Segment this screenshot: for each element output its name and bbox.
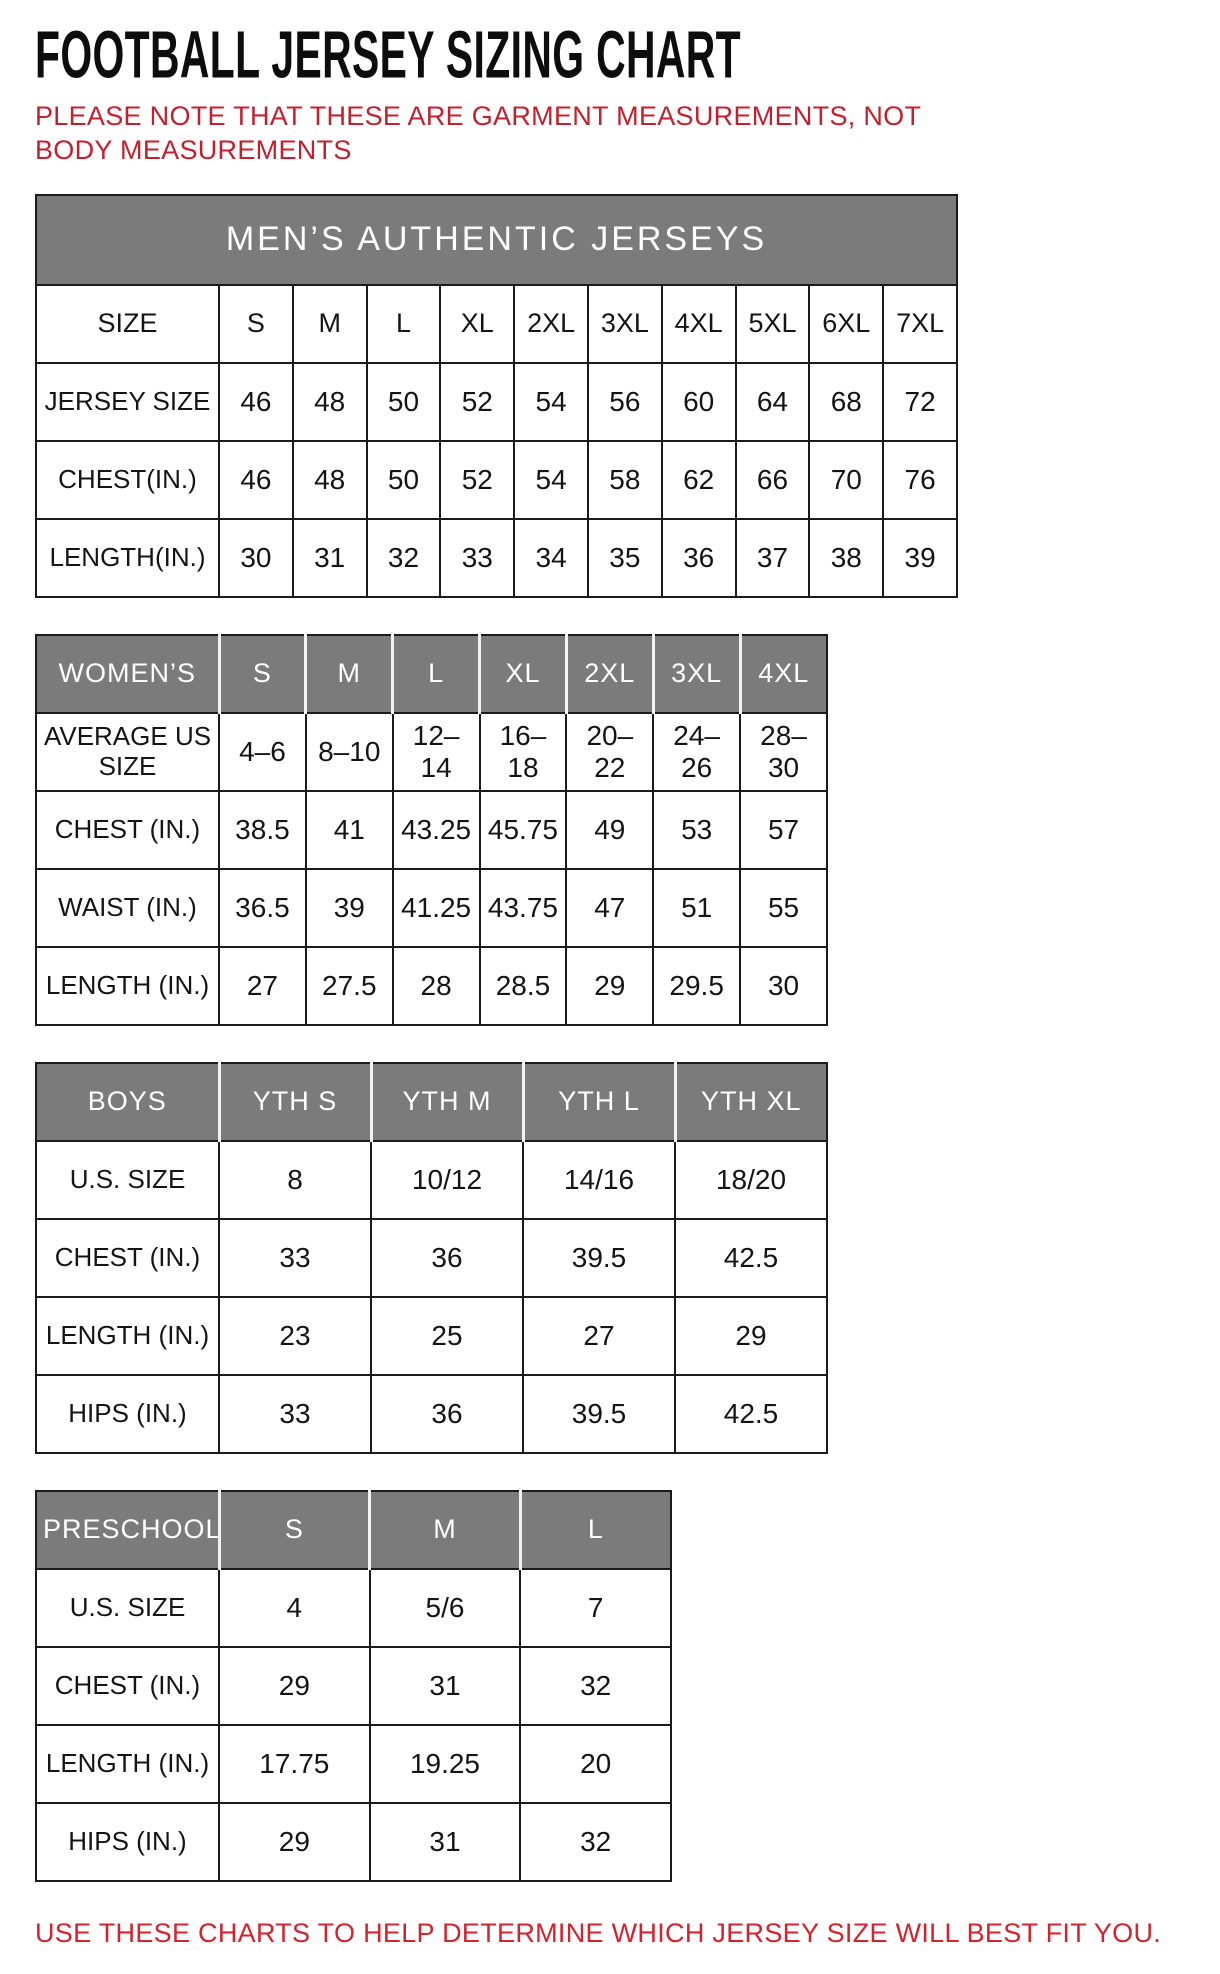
value-cell: 29: [219, 1647, 370, 1725]
value-cell: 76: [883, 441, 957, 519]
column-header: S: [219, 285, 293, 363]
row-label: CHEST(IN.): [36, 441, 219, 519]
row-label: HIPS (IN.): [36, 1803, 219, 1881]
column-header: YTH L: [523, 1063, 675, 1141]
column-header: 7XL: [883, 285, 957, 363]
value-cell: 8–10: [306, 713, 393, 791]
preschool-sizing-table: [35, 1490, 672, 1882]
value-cell: 33: [219, 1375, 371, 1453]
column-header: BOYS: [36, 1063, 219, 1141]
value-cell: 29.5: [653, 947, 740, 1025]
value-cell: 19.25: [370, 1725, 521, 1803]
column-header: 3XL: [653, 635, 740, 713]
column-header: 2XL: [514, 285, 588, 363]
column-header: YTH XL: [675, 1063, 827, 1141]
value-cell: 7: [520, 1569, 671, 1647]
column-header: YTH S: [219, 1063, 371, 1141]
value-cell: 52: [440, 363, 514, 441]
value-cell: 36: [371, 1219, 523, 1297]
value-cell: 29: [566, 947, 653, 1025]
row-label: AVERAGE US SIZE: [36, 713, 219, 791]
column-header: L: [393, 635, 480, 713]
column-header: M: [306, 635, 393, 713]
value-cell: 41.25: [393, 869, 480, 947]
column-header: SIZE: [36, 285, 219, 363]
row-label: LENGTH(IN.): [36, 519, 219, 597]
value-cell: 5/6: [370, 1569, 521, 1647]
value-cell: 32: [520, 1803, 671, 1881]
value-cell: 36: [662, 519, 736, 597]
row-label: LENGTH (IN.): [36, 1297, 219, 1375]
table-row: [36, 869, 827, 947]
footer-note: USE THESE CHARTS TO HELP DETERMINE WHICH JERSEY SIZE WILL BEST FIT YOU.: [35, 1917, 1162, 1948]
column-header: L: [520, 1491, 671, 1569]
value-cell: 31: [293, 519, 367, 597]
value-cell: 8: [219, 1141, 371, 1219]
value-cell: 27.5: [306, 947, 393, 1025]
value-cell: 4: [219, 1569, 370, 1647]
row-label: HIPS (IN.): [36, 1375, 219, 1453]
table-row: [36, 791, 827, 869]
value-cell: 62: [662, 441, 736, 519]
column-header: M: [370, 1491, 521, 1569]
value-cell: 55: [740, 869, 827, 947]
value-cell: 48: [293, 363, 367, 441]
value-cell: 39.5: [523, 1375, 675, 1453]
value-cell: 36.5: [219, 869, 306, 947]
row-label: LENGTH (IN.): [36, 947, 219, 1025]
value-cell: 10/12: [371, 1141, 523, 1219]
column-header: 4XL: [662, 285, 736, 363]
value-cell: 52: [440, 441, 514, 519]
value-cell: 50: [367, 363, 441, 441]
table-row: [36, 1725, 671, 1803]
page-title-text: FOOTBALL JERSEY SIZING CHART: [35, 16, 742, 92]
value-cell: 34: [514, 519, 588, 597]
column-header: YTH M: [371, 1063, 523, 1141]
value-cell: 64: [736, 363, 810, 441]
table-banner-row: [36, 195, 957, 285]
womens-sizing-table: [35, 634, 828, 1026]
table-header-row: [36, 285, 957, 363]
mens-authentic-jerseys-table: [35, 194, 958, 598]
value-cell: 30: [740, 947, 827, 1025]
value-cell: 27: [219, 947, 306, 1025]
column-header: 5XL: [736, 285, 810, 363]
value-cell: 27: [523, 1297, 675, 1375]
table-row: [36, 1647, 671, 1725]
table-row: [36, 947, 827, 1025]
value-cell: 17.75: [219, 1725, 370, 1803]
value-cell: 33: [440, 519, 514, 597]
value-cell: 28.5: [480, 947, 567, 1025]
value-cell: 20–22: [566, 713, 653, 791]
column-header: M: [293, 285, 367, 363]
value-cell: 16–18: [480, 713, 567, 791]
table-row: [36, 1569, 671, 1647]
table-row: [36, 713, 827, 791]
page-title: [35, 16, 1185, 90]
table-header-row: [36, 1491, 671, 1569]
column-header: S: [219, 1491, 370, 1569]
column-header: L: [367, 285, 441, 363]
table-row: [36, 1803, 671, 1881]
column-header: PRESCHOOL: [36, 1491, 219, 1569]
value-cell: 39.5: [523, 1219, 675, 1297]
column-header: XL: [480, 635, 567, 713]
value-cell: 29: [219, 1803, 370, 1881]
value-cell: 38.5: [219, 791, 306, 869]
row-label: WAIST (IN.): [36, 869, 219, 947]
table-header-row: [36, 1063, 827, 1141]
value-cell: 4–6: [219, 713, 306, 791]
value-cell: 37: [736, 519, 810, 597]
value-cell: 31: [370, 1803, 521, 1881]
value-cell: 57: [740, 791, 827, 869]
value-cell: 33: [219, 1219, 371, 1297]
value-cell: 39: [306, 869, 393, 947]
row-label: LENGTH (IN.): [36, 1725, 219, 1803]
value-cell: 53: [653, 791, 740, 869]
row-label: CHEST (IN.): [36, 1647, 219, 1725]
table-row: [36, 363, 957, 441]
value-cell: 18/20: [675, 1141, 827, 1219]
value-cell: 51: [653, 869, 740, 947]
garment-measurements-note: PLEASE NOTE THAT THESE ARE GARMENT MEASUREMENTS, NOT BODY MEASUREMENTS: [35, 101, 921, 165]
value-cell: 43.25: [393, 791, 480, 869]
value-cell: 25: [371, 1297, 523, 1375]
table-row: [36, 1375, 827, 1453]
value-cell: 60: [662, 363, 736, 441]
column-header: 4XL: [740, 635, 827, 713]
value-cell: 30: [219, 519, 293, 597]
value-cell: 46: [219, 441, 293, 519]
value-cell: 66: [736, 441, 810, 519]
boys-sizing-table: [35, 1062, 828, 1454]
row-label: U.S. SIZE: [36, 1141, 219, 1219]
value-cell: 29: [675, 1297, 827, 1375]
table-row: [36, 1297, 827, 1375]
row-label: CHEST (IN.): [36, 1219, 219, 1297]
table-banner: MEN’S AUTHENTIC JERSEYS: [36, 195, 957, 285]
value-cell: 72: [883, 363, 957, 441]
row-label: U.S. SIZE: [36, 1569, 219, 1647]
value-cell: 39: [883, 519, 957, 597]
value-cell: 42.5: [675, 1375, 827, 1453]
value-cell: 43.75: [480, 869, 567, 947]
value-cell: 47: [566, 869, 653, 947]
table-header-row: [36, 635, 827, 713]
value-cell: 49: [566, 791, 653, 869]
value-cell: 42.5: [675, 1219, 827, 1297]
column-header: WOMEN’S: [36, 635, 219, 713]
column-header: 3XL: [588, 285, 662, 363]
value-cell: 50: [367, 441, 441, 519]
column-header: 6XL: [809, 285, 883, 363]
column-header: XL: [440, 285, 514, 363]
value-cell: 36: [371, 1375, 523, 1453]
table-row: [36, 1219, 827, 1297]
value-cell: 58: [588, 441, 662, 519]
value-cell: 12–14: [393, 713, 480, 791]
value-cell: 56: [588, 363, 662, 441]
value-cell: 46: [219, 363, 293, 441]
value-cell: 31: [370, 1647, 521, 1725]
value-cell: 32: [367, 519, 441, 597]
value-cell: 45.75: [480, 791, 567, 869]
value-cell: 28–30: [740, 713, 827, 791]
value-cell: 35: [588, 519, 662, 597]
value-cell: 14/16: [523, 1141, 675, 1219]
table-row: [36, 441, 957, 519]
value-cell: 32: [520, 1647, 671, 1725]
table-row: [36, 519, 957, 597]
value-cell: 54: [514, 363, 588, 441]
value-cell: 28: [393, 947, 480, 1025]
table-row: [36, 1141, 827, 1219]
row-label: JERSEY SIZE: [36, 363, 219, 441]
value-cell: 70: [809, 441, 883, 519]
column-header: 2XL: [566, 635, 653, 713]
value-cell: 38: [809, 519, 883, 597]
value-cell: 20: [520, 1725, 671, 1803]
value-cell: 54: [514, 441, 588, 519]
value-cell: 48: [293, 441, 367, 519]
value-cell: 41: [306, 791, 393, 869]
column-header: S: [219, 635, 306, 713]
value-cell: 23: [219, 1297, 371, 1375]
row-label: CHEST (IN.): [36, 791, 219, 869]
value-cell: 68: [809, 363, 883, 441]
value-cell: 24–26: [653, 713, 740, 791]
